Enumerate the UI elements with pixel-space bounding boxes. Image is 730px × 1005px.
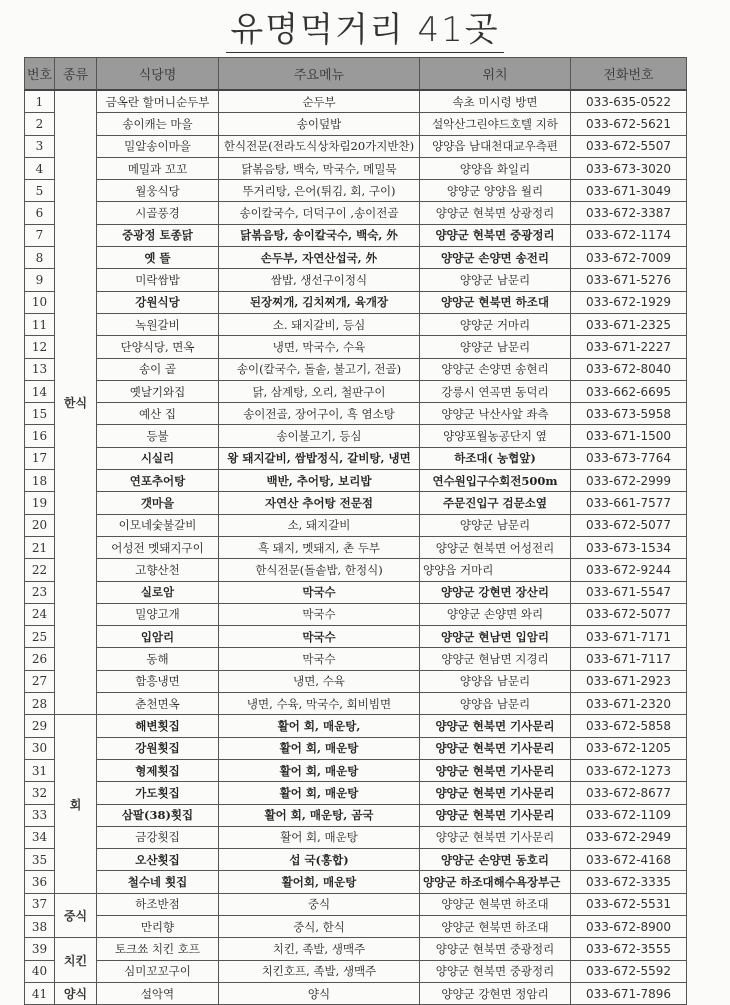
restaurant-name: 등불	[97, 425, 219, 447]
table-row	[25, 915, 687, 937]
phone-number: 033-672-5858	[571, 715, 687, 737]
restaurant-name: 강원횟집	[97, 737, 219, 759]
location: 양양군 손양면 와리	[420, 603, 571, 625]
table-row	[25, 982, 687, 1004]
location: 양양군 남문리	[420, 269, 571, 291]
table-row	[25, 559, 687, 581]
phone-number: 033-671-1500	[571, 425, 687, 447]
phone-number: 033-672-8900	[571, 915, 687, 937]
table-row	[25, 826, 687, 848]
row-number: 41	[25, 982, 55, 1004]
row-number: 40	[25, 960, 55, 982]
table-row	[25, 871, 687, 893]
phone-number: 033-672-1174	[571, 224, 687, 246]
phone-number: 033-672-1205	[571, 737, 687, 759]
table-row	[25, 715, 687, 737]
row-number: 1	[25, 90, 55, 113]
table-row	[25, 224, 687, 246]
row-number: 25	[25, 626, 55, 648]
row-number: 27	[25, 670, 55, 692]
row-number: 31	[25, 759, 55, 781]
row-number: 5	[25, 180, 55, 202]
main-menu: 송이전골, 장어구이, 흑 염소탕	[219, 403, 420, 425]
location: 양양군 현북면 하조대	[420, 915, 571, 937]
location: 양양군 손양면 송현리	[420, 358, 571, 380]
category-cell: 중식	[55, 893, 97, 938]
phone-number: 033-672-3387	[571, 202, 687, 224]
table-row	[25, 157, 687, 179]
table-row	[25, 113, 687, 135]
table-row	[25, 536, 687, 558]
header-phone: 전화번호	[571, 58, 687, 91]
restaurant-name: 설악역	[97, 982, 219, 1004]
table-body	[25, 90, 687, 1005]
restaurant-name: 월웅식당	[97, 180, 219, 202]
location: 양양군 현북면 기사문리	[420, 782, 571, 804]
phone-number: 033-672-8040	[571, 358, 687, 380]
restaurant-name: 밀알송이마을	[97, 135, 219, 157]
restaurant-name: 송이캐는 마을	[97, 113, 219, 135]
main-menu: 활어 회, 매운탕	[219, 782, 420, 804]
table-row	[25, 269, 687, 291]
phone-number: 033-672-2999	[571, 470, 687, 492]
phone-number: 033-672-3335	[571, 871, 687, 893]
location: 양양군 현북면 중광정리	[420, 938, 571, 960]
main-menu: 송이덮밥	[219, 113, 420, 135]
table-row	[25, 380, 687, 402]
table-row	[25, 403, 687, 425]
row-number: 33	[25, 804, 55, 826]
location: 양양포월농공단지 옆	[420, 425, 571, 447]
row-number: 10	[25, 291, 55, 313]
table-row	[25, 782, 687, 804]
restaurant-name: 심미꼬꼬구이	[97, 960, 219, 982]
row-number: 11	[25, 313, 55, 335]
location: 양양군 현북면 하조대	[420, 291, 571, 313]
location: 양양군 양양읍 월리	[420, 180, 571, 202]
location: 양양군 남문리	[420, 336, 571, 358]
main-menu: 백반, 추어탕, 보리밥	[219, 470, 420, 492]
table-header-row	[25, 58, 687, 91]
main-menu: 왕 돼지갈비, 쌈밥정식, 갈비탕, 냉면	[219, 447, 420, 469]
table-row	[25, 893, 687, 915]
phone-number: 033-671-5276	[571, 269, 687, 291]
main-menu: 치킨, 족발, 생맥주	[219, 938, 420, 960]
main-menu: 냉면, 수육, 막국수, 회비빔면	[219, 693, 420, 715]
restaurant-name: 이모네숯불갈비	[97, 514, 219, 536]
location: 양양군 현북면 기사문리	[420, 826, 571, 848]
header-number: 번호	[25, 58, 55, 91]
restaurant-name: 중광정 토종닭	[97, 224, 219, 246]
row-number: 30	[25, 737, 55, 759]
table-row	[25, 581, 687, 603]
location: 양양군 거마리	[420, 313, 571, 335]
main-menu: 흑 돼지, 멧돼지, 촌 두부	[219, 536, 420, 558]
table-row	[25, 336, 687, 358]
restaurant-name: 오산횟집	[97, 849, 219, 871]
location: 양양읍 남문리	[420, 670, 571, 692]
main-menu: 냉면, 막국수, 수육	[219, 336, 420, 358]
restaurant-name: 형제횟집	[97, 759, 219, 781]
phone-number: 033-672-5621	[571, 113, 687, 135]
location: 설악산그린야드호텔 지하	[420, 113, 571, 135]
main-menu: 활어 회, 매운탕	[219, 759, 420, 781]
main-menu: 막국수	[219, 648, 420, 670]
location: 강릉시 연곡면 동덕리	[420, 380, 571, 402]
location: 속초 미시령 방면	[420, 90, 571, 113]
main-menu: 소, 돼지갈비	[219, 514, 420, 536]
table-row	[25, 492, 687, 514]
phone-number: 033-672-5507	[571, 135, 687, 157]
main-menu: 활어 회, 매운탕, 곰국	[219, 804, 420, 826]
location: 양양군 강현면 정암리	[420, 982, 571, 1004]
location: 양양군 하조대해수욕장부근	[420, 871, 571, 893]
main-menu: 치킨호프, 족발, 생맥주	[219, 960, 420, 982]
main-menu: 순두부	[219, 90, 420, 113]
row-number: 26	[25, 648, 55, 670]
restaurant-name: 해변횟집	[97, 715, 219, 737]
restaurant-name: 금강횟집	[97, 826, 219, 848]
phone-number: 033-673-1534	[571, 536, 687, 558]
location: 연수원입구수회전500m	[420, 470, 571, 492]
table-row	[25, 737, 687, 759]
phone-number: 033-672-7009	[571, 247, 687, 269]
location: 양양읍 거마리	[420, 559, 571, 581]
restaurant-name: 삼팔(38)횟집	[97, 804, 219, 826]
page-title	[0, 2, 730, 51]
restaurant-name: 단양식당, 면옥	[97, 336, 219, 358]
header-restaurant-name: 식당명	[97, 58, 219, 91]
table-row	[25, 90, 687, 113]
phone-number: 033-671-7117	[571, 648, 687, 670]
main-menu: 막국수	[219, 626, 420, 648]
location: 양양군 현북면 기사문리	[420, 737, 571, 759]
table-row	[25, 514, 687, 536]
phone-number: 033-672-1929	[571, 291, 687, 313]
restaurant-name: 입암리	[97, 626, 219, 648]
phone-number: 033-671-3049	[571, 180, 687, 202]
main-menu: 활어 회, 매운탕	[219, 737, 420, 759]
restaurant-name: 어성전 멧돼지구이	[97, 536, 219, 558]
main-menu: 한식전문(전라도식상차림20가지반찬)	[219, 135, 420, 157]
row-number: 8	[25, 247, 55, 269]
location: 양양군 현북면 기사문리	[420, 759, 571, 781]
phone-number: 033-635-0522	[571, 90, 687, 113]
location: 양양군 현북면 어성전리	[420, 536, 571, 558]
phone-number: 033-672-4168	[571, 849, 687, 871]
row-number: 15	[25, 403, 55, 425]
main-menu: 냉면, 수육	[219, 670, 420, 692]
table-row	[25, 247, 687, 269]
row-number: 12	[25, 336, 55, 358]
restaurant-name: 춘천면옥	[97, 693, 219, 715]
phone-number: 033-671-2325	[571, 313, 687, 335]
location: 양양군 낙산사앞 좌측	[420, 403, 571, 425]
restaurant-name: 하조반점	[97, 893, 219, 915]
restaurant-name: 가도횟집	[97, 782, 219, 804]
row-number: 4	[25, 157, 55, 179]
phone-number: 033-672-1109	[571, 804, 687, 826]
main-menu: 한식전문(돌솥밥, 한정식)	[219, 559, 420, 581]
row-number: 34	[25, 826, 55, 848]
row-number: 36	[25, 871, 55, 893]
table-row	[25, 804, 687, 826]
main-menu: 쌈밥, 생선구이정식	[219, 269, 420, 291]
phone-number: 033-672-9244	[571, 559, 687, 581]
title-text: 유명먹거리 41곳	[226, 10, 503, 53]
restaurant-name: 송이 골	[97, 358, 219, 380]
row-number: 3	[25, 135, 55, 157]
row-number: 2	[25, 113, 55, 135]
main-menu: 섭 국(홍합)	[219, 849, 420, 871]
location: 양양군 현북면 하조대	[420, 893, 571, 915]
table-row	[25, 670, 687, 692]
table-row	[25, 603, 687, 625]
restaurant-table	[24, 57, 687, 1005]
phone-number: 033-673-5958	[571, 403, 687, 425]
location: 양양읍 남대천대교우측편	[420, 135, 571, 157]
location: 하조대( 농협앞)	[420, 447, 571, 469]
phone-number: 033-671-2320	[571, 693, 687, 715]
phone-number: 033-671-2227	[571, 336, 687, 358]
location: 양양군 현남면 지경리	[420, 648, 571, 670]
restaurant-name: 갯마을	[97, 492, 219, 514]
header-category: 종류	[55, 58, 97, 91]
main-menu: 닭볶음탕, 백숙, 막국수, 메밀묵	[219, 157, 420, 179]
main-menu: 손두부, 자연산섭국, 外	[219, 247, 420, 269]
row-number: 6	[25, 202, 55, 224]
phone-number: 033-673-3020	[571, 157, 687, 179]
location: 양양군 손양면 동호리	[420, 849, 571, 871]
phone-number: 033-671-2923	[571, 670, 687, 692]
category-cell: 회	[55, 715, 97, 893]
row-number: 21	[25, 536, 55, 558]
header-location: 위치	[420, 58, 571, 91]
row-number: 35	[25, 849, 55, 871]
row-number: 20	[25, 514, 55, 536]
row-number: 9	[25, 269, 55, 291]
table-row	[25, 425, 687, 447]
row-number: 17	[25, 447, 55, 469]
row-number: 28	[25, 693, 55, 715]
restaurant-name: 시골풍경	[97, 202, 219, 224]
main-menu: 막국수	[219, 581, 420, 603]
phone-number: 033-671-7171	[571, 626, 687, 648]
location: 양양읍 남문리	[420, 693, 571, 715]
restaurant-name: 시실리	[97, 447, 219, 469]
main-menu: 닭볶음탕, 송이칼국수, 백숙, 外	[219, 224, 420, 246]
location: 양양군 현북면 기사문리	[420, 804, 571, 826]
table-row	[25, 291, 687, 313]
category-cell: 양식	[55, 982, 97, 1004]
row-number: 7	[25, 224, 55, 246]
phone-number: 033-672-5077	[571, 603, 687, 625]
row-number: 23	[25, 581, 55, 603]
row-number: 22	[25, 559, 55, 581]
main-menu: 송이불고기, 등심	[219, 425, 420, 447]
main-menu: 막국수	[219, 603, 420, 625]
row-number: 16	[25, 425, 55, 447]
table-row	[25, 759, 687, 781]
main-menu: 된장찌개, 김치찌개, 육개장	[219, 291, 420, 313]
table-row	[25, 960, 687, 982]
location: 양양군 현남면 입암리	[420, 626, 571, 648]
restaurant-name: 예산 집	[97, 403, 219, 425]
table-row	[25, 447, 687, 469]
location: 양양읍 화일리	[420, 157, 571, 179]
phone-number: 033-671-7896	[571, 982, 687, 1004]
location: 양양군 남문리	[420, 514, 571, 536]
restaurant-name: 고향산천	[97, 559, 219, 581]
location: 양양군 현북면 기사문리	[420, 715, 571, 737]
restaurant-name: 옛날기와집	[97, 380, 219, 402]
table-row	[25, 648, 687, 670]
main-menu: 활어회, 매운탕	[219, 871, 420, 893]
restaurant-name: 실로암	[97, 581, 219, 603]
restaurant-name: 옛 뜰	[97, 247, 219, 269]
phone-number: 033-661-7577	[571, 492, 687, 514]
table-row	[25, 180, 687, 202]
main-menu: 양식	[219, 982, 420, 1004]
row-number: 18	[25, 470, 55, 492]
table-row	[25, 202, 687, 224]
row-number: 19	[25, 492, 55, 514]
table-row	[25, 313, 687, 335]
restaurant-name: 밀양고개	[97, 603, 219, 625]
main-menu: 자연산 추어탕 전문점	[219, 492, 420, 514]
category-cell: 한식	[55, 90, 97, 715]
restaurant-name: 동해	[97, 648, 219, 670]
phone-number: 033-672-2949	[571, 826, 687, 848]
main-menu: 송이(칼국수, 돌솥, 불고기, 전골)	[219, 358, 420, 380]
row-number: 29	[25, 715, 55, 737]
main-menu: 송이칼국수, 더덕구이 ,송이전골	[219, 202, 420, 224]
table-row	[25, 693, 687, 715]
location: 양양군 현북면 중광정리	[420, 960, 571, 982]
location: 양양군 현북면 중광정리	[420, 224, 571, 246]
table-row	[25, 626, 687, 648]
row-number: 24	[25, 603, 55, 625]
table-row	[25, 470, 687, 492]
table-row	[25, 358, 687, 380]
location: 주문진입구 검문소옆	[420, 492, 571, 514]
restaurant-name: 금옥란 할머니순두부	[97, 90, 219, 113]
restaurant-name: 함흥냉면	[97, 670, 219, 692]
category-cell: 치킨	[55, 938, 97, 983]
restaurant-name: 강원식당	[97, 291, 219, 313]
main-menu: 중식, 한식	[219, 915, 420, 937]
table-row	[25, 938, 687, 960]
restaurant-name: 철수네 횟집	[97, 871, 219, 893]
main-menu: 뚜거리탕, 은어(튀김, 회, 구이)	[219, 180, 420, 202]
phone-number: 033-672-5592	[571, 960, 687, 982]
main-menu: 중식	[219, 893, 420, 915]
phone-number: 033-671-5547	[571, 581, 687, 603]
restaurant-name: 녹원갈비	[97, 313, 219, 335]
row-number: 37	[25, 893, 55, 915]
phone-number: 033-662-6695	[571, 380, 687, 402]
phone-number: 033-672-5077	[571, 514, 687, 536]
phone-number: 033-672-3555	[571, 938, 687, 960]
restaurant-name: 미락쌈밥	[97, 269, 219, 291]
main-menu: 닭, 삼계탕, 오리, 철판구이	[219, 380, 420, 402]
table-row	[25, 849, 687, 871]
location: 양양군 현북면 상광정리	[420, 202, 571, 224]
phone-number: 033-673-7764	[571, 447, 687, 469]
location: 양양군 손양면 송전리	[420, 247, 571, 269]
phone-number: 033-672-1273	[571, 759, 687, 781]
restaurant-name: 토크쑈 치킨 호프	[97, 938, 219, 960]
restaurant-name: 메밀과 꼬꼬	[97, 157, 219, 179]
table-row	[25, 135, 687, 157]
phone-number: 033-672-5531	[571, 893, 687, 915]
location: 양양군 강현면 장산리	[420, 581, 571, 603]
row-number: 38	[25, 915, 55, 937]
row-number: 32	[25, 782, 55, 804]
row-number: 39	[25, 938, 55, 960]
main-menu: 소. 돼지갈비, 등심	[219, 313, 420, 335]
row-number: 13	[25, 358, 55, 380]
header-main-menu: 주요메뉴	[219, 58, 420, 91]
main-menu: 활어 회, 매운탕,	[219, 715, 420, 737]
restaurant-name: 만리향	[97, 915, 219, 937]
restaurant-name: 연포추어탕	[97, 470, 219, 492]
row-number: 14	[25, 380, 55, 402]
phone-number: 033-672-8677	[571, 782, 687, 804]
main-menu: 활어 회, 매운탕	[219, 826, 420, 848]
